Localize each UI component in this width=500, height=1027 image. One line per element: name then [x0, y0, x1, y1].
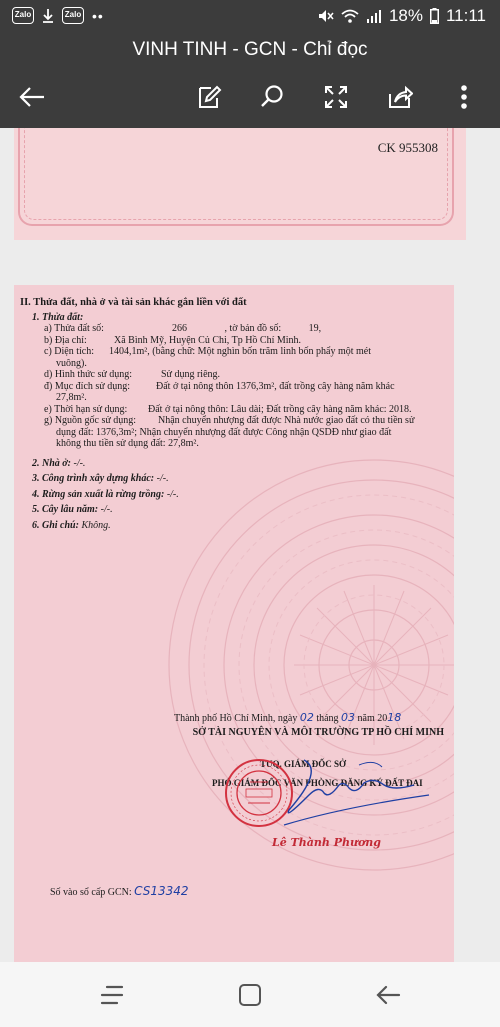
- zalo-icon-2: Zalo: [62, 7, 84, 24]
- date-prefix: Thành phố Hồ Chí Minh, ngày: [174, 713, 298, 724]
- origin-value: Nhận chuyển nhượng đất được Nhà nước giao đất có thu tiền sử: [158, 415, 415, 426]
- address-label: b) Địa chỉ:: [44, 334, 87, 346]
- more-notifications-dots: ••: [92, 7, 104, 24]
- purpose-label: đ) Mục đích sử dụng:: [44, 380, 130, 392]
- forest-value: -/-.: [164, 488, 179, 500]
- area-value: 1404,1m², (bằng chữ: Một nghìn bốn trăm linh bốn phẩy một mét: [109, 346, 372, 357]
- land-heading: 1. Thửa đất:: [32, 311, 84, 323]
- date-month: 03: [341, 711, 356, 724]
- other-works-value: -/-.: [154, 473, 169, 484]
- usage-form-value: Sử dụng riêng.: [161, 369, 221, 380]
- home-button[interactable]: [230, 979, 270, 1011]
- notes-label: 6. Ghi chú:: [32, 519, 79, 531]
- origin-continuation-2: không thu tiền sử dụng đất: 27,8m².: [56, 438, 199, 449]
- address-value: Xã Bình Mỹ, Huyện Củ Chi, Tp Hồ Chí Minh.: [114, 334, 302, 346]
- system-indicators: [318, 6, 486, 26]
- duration-row: [20, 404, 450, 416]
- gcn-value: CS13342: [134, 884, 189, 898]
- perennial-label: 5. Cây lâu năm:: [32, 504, 99, 515]
- navigation-bar: [0, 962, 500, 1027]
- mute-icon: [318, 9, 334, 23]
- section-title: II. Thửa đất, nhà ở và tài sản khác gắn liền với đất: [20, 297, 247, 308]
- home-icon: [238, 983, 262, 1007]
- app-toolbar: [0, 33, 500, 128]
- issue-date: [14, 711, 454, 724]
- share-icon: [387, 84, 413, 110]
- gcn-register: [50, 884, 189, 898]
- house-item: [20, 458, 450, 470]
- usage-form-label: d) Hình thức sử dụng:: [44, 369, 133, 380]
- year-label: năm 20: [357, 713, 388, 724]
- purpose-value: Đất ở tại nông thôn 1376,3m², đất trồng cây hàng năm khác: [156, 380, 395, 392]
- deputy-director-title: PHÓ GIÁM ĐỐC VĂN PHÒNG ĐĂNG KÝ ĐẤT ĐAI: [212, 778, 423, 788]
- parcel-number-row: [20, 323, 450, 335]
- origin-row: [20, 415, 450, 427]
- back-button[interactable]: [14, 79, 50, 115]
- certificate-number: CK 955308: [377, 140, 438, 155]
- document-title: VINH TINH - GCN - Chỉ đọc: [132, 39, 368, 60]
- date-day: 02: [299, 711, 314, 724]
- date-year: 18: [387, 711, 402, 724]
- forest-item: [20, 489, 450, 501]
- parcel-value: 266 , tờ bản đồ số: 19,: [172, 323, 322, 334]
- status-bar: [0, 0, 500, 33]
- land-details: [20, 297, 450, 531]
- perennial-value: -/-.: [98, 504, 113, 515]
- notification-icons: [12, 7, 104, 24]
- document-page-2: [14, 285, 454, 962]
- purpose-row: [20, 381, 450, 393]
- duration-label: e) Thời hạn sử dụng:: [44, 403, 128, 415]
- origin-continuation-1: dụng đất: 1376,3m²; Nhận chuyển nhượng đất được Công nhận QSDĐ như giao đất: [56, 426, 392, 438]
- search-button[interactable]: [254, 79, 290, 115]
- usage-form-row: [20, 369, 450, 381]
- parcel-label: a) Thửa đất số:: [44, 323, 104, 334]
- other-works-label: 3. Công trình xây dựng khác:: [32, 473, 155, 484]
- signer-name: Lê Thành Phương: [272, 836, 381, 849]
- origin-label: g) Nguồn gốc sử dụng:: [44, 415, 137, 426]
- back-icon: [375, 984, 401, 1006]
- battery-percent: 18%: [388, 6, 423, 25]
- recent-apps-button[interactable]: [92, 979, 132, 1011]
- search-icon: [259, 84, 285, 110]
- area-continuation: vuông).: [56, 357, 87, 369]
- notes-item: [20, 520, 450, 532]
- signal-icon: [366, 9, 382, 23]
- battery-icon: [430, 8, 439, 24]
- perennial-item: [20, 504, 450, 516]
- document-page-1: [14, 128, 466, 240]
- recent-apps-icon: [99, 984, 125, 1006]
- fullscreen-button[interactable]: [318, 79, 354, 115]
- area-label: c) Diện tích:: [44, 346, 94, 357]
- area-row: [20, 346, 450, 358]
- more-options-button[interactable]: [446, 79, 482, 115]
- edit-icon: [197, 84, 223, 110]
- month-label: tháng: [316, 713, 339, 724]
- other-works-item: [20, 473, 450, 485]
- house-label: 2. Nhà ở:: [32, 457, 71, 469]
- zalo-icon: Zalo: [12, 7, 34, 24]
- address-row: [20, 335, 450, 347]
- duration-value: Đất ở tại nông thôn: Lâu dài; Đất trồng cây hàng năm khác: 2018.: [148, 403, 412, 415]
- handwritten-signature: [264, 755, 434, 835]
- notes-value: Không.: [78, 519, 111, 531]
- wifi-icon: [341, 9, 359, 23]
- authorized-title: TUQ. GIÁM ĐỐC SỞ: [260, 759, 347, 769]
- forest-label: 4. Rừng sản xuất là rừng trồng:: [32, 488, 165, 500]
- issuing-organization: SỞ TÀI NGUYÊN VÀ MÔI TRƯỜNG TP HỒ CHÍ MINH: [192, 727, 444, 738]
- house-value: -/-.: [70, 457, 86, 469]
- gcn-label: Số vào sổ cấp GCN:: [50, 887, 132, 898]
- back-nav-button[interactable]: [368, 979, 408, 1011]
- download-icon: [42, 8, 54, 24]
- fullscreen-icon: [323, 84, 349, 110]
- more-vertical-icon: [460, 84, 468, 110]
- clock: 11:11: [445, 6, 486, 25]
- document-viewer[interactable]: [0, 128, 500, 962]
- back-arrow-icon: [18, 86, 46, 108]
- edit-button[interactable]: [192, 79, 228, 115]
- purpose-continuation: 27,8m².: [56, 392, 87, 403]
- share-button[interactable]: [382, 79, 418, 115]
